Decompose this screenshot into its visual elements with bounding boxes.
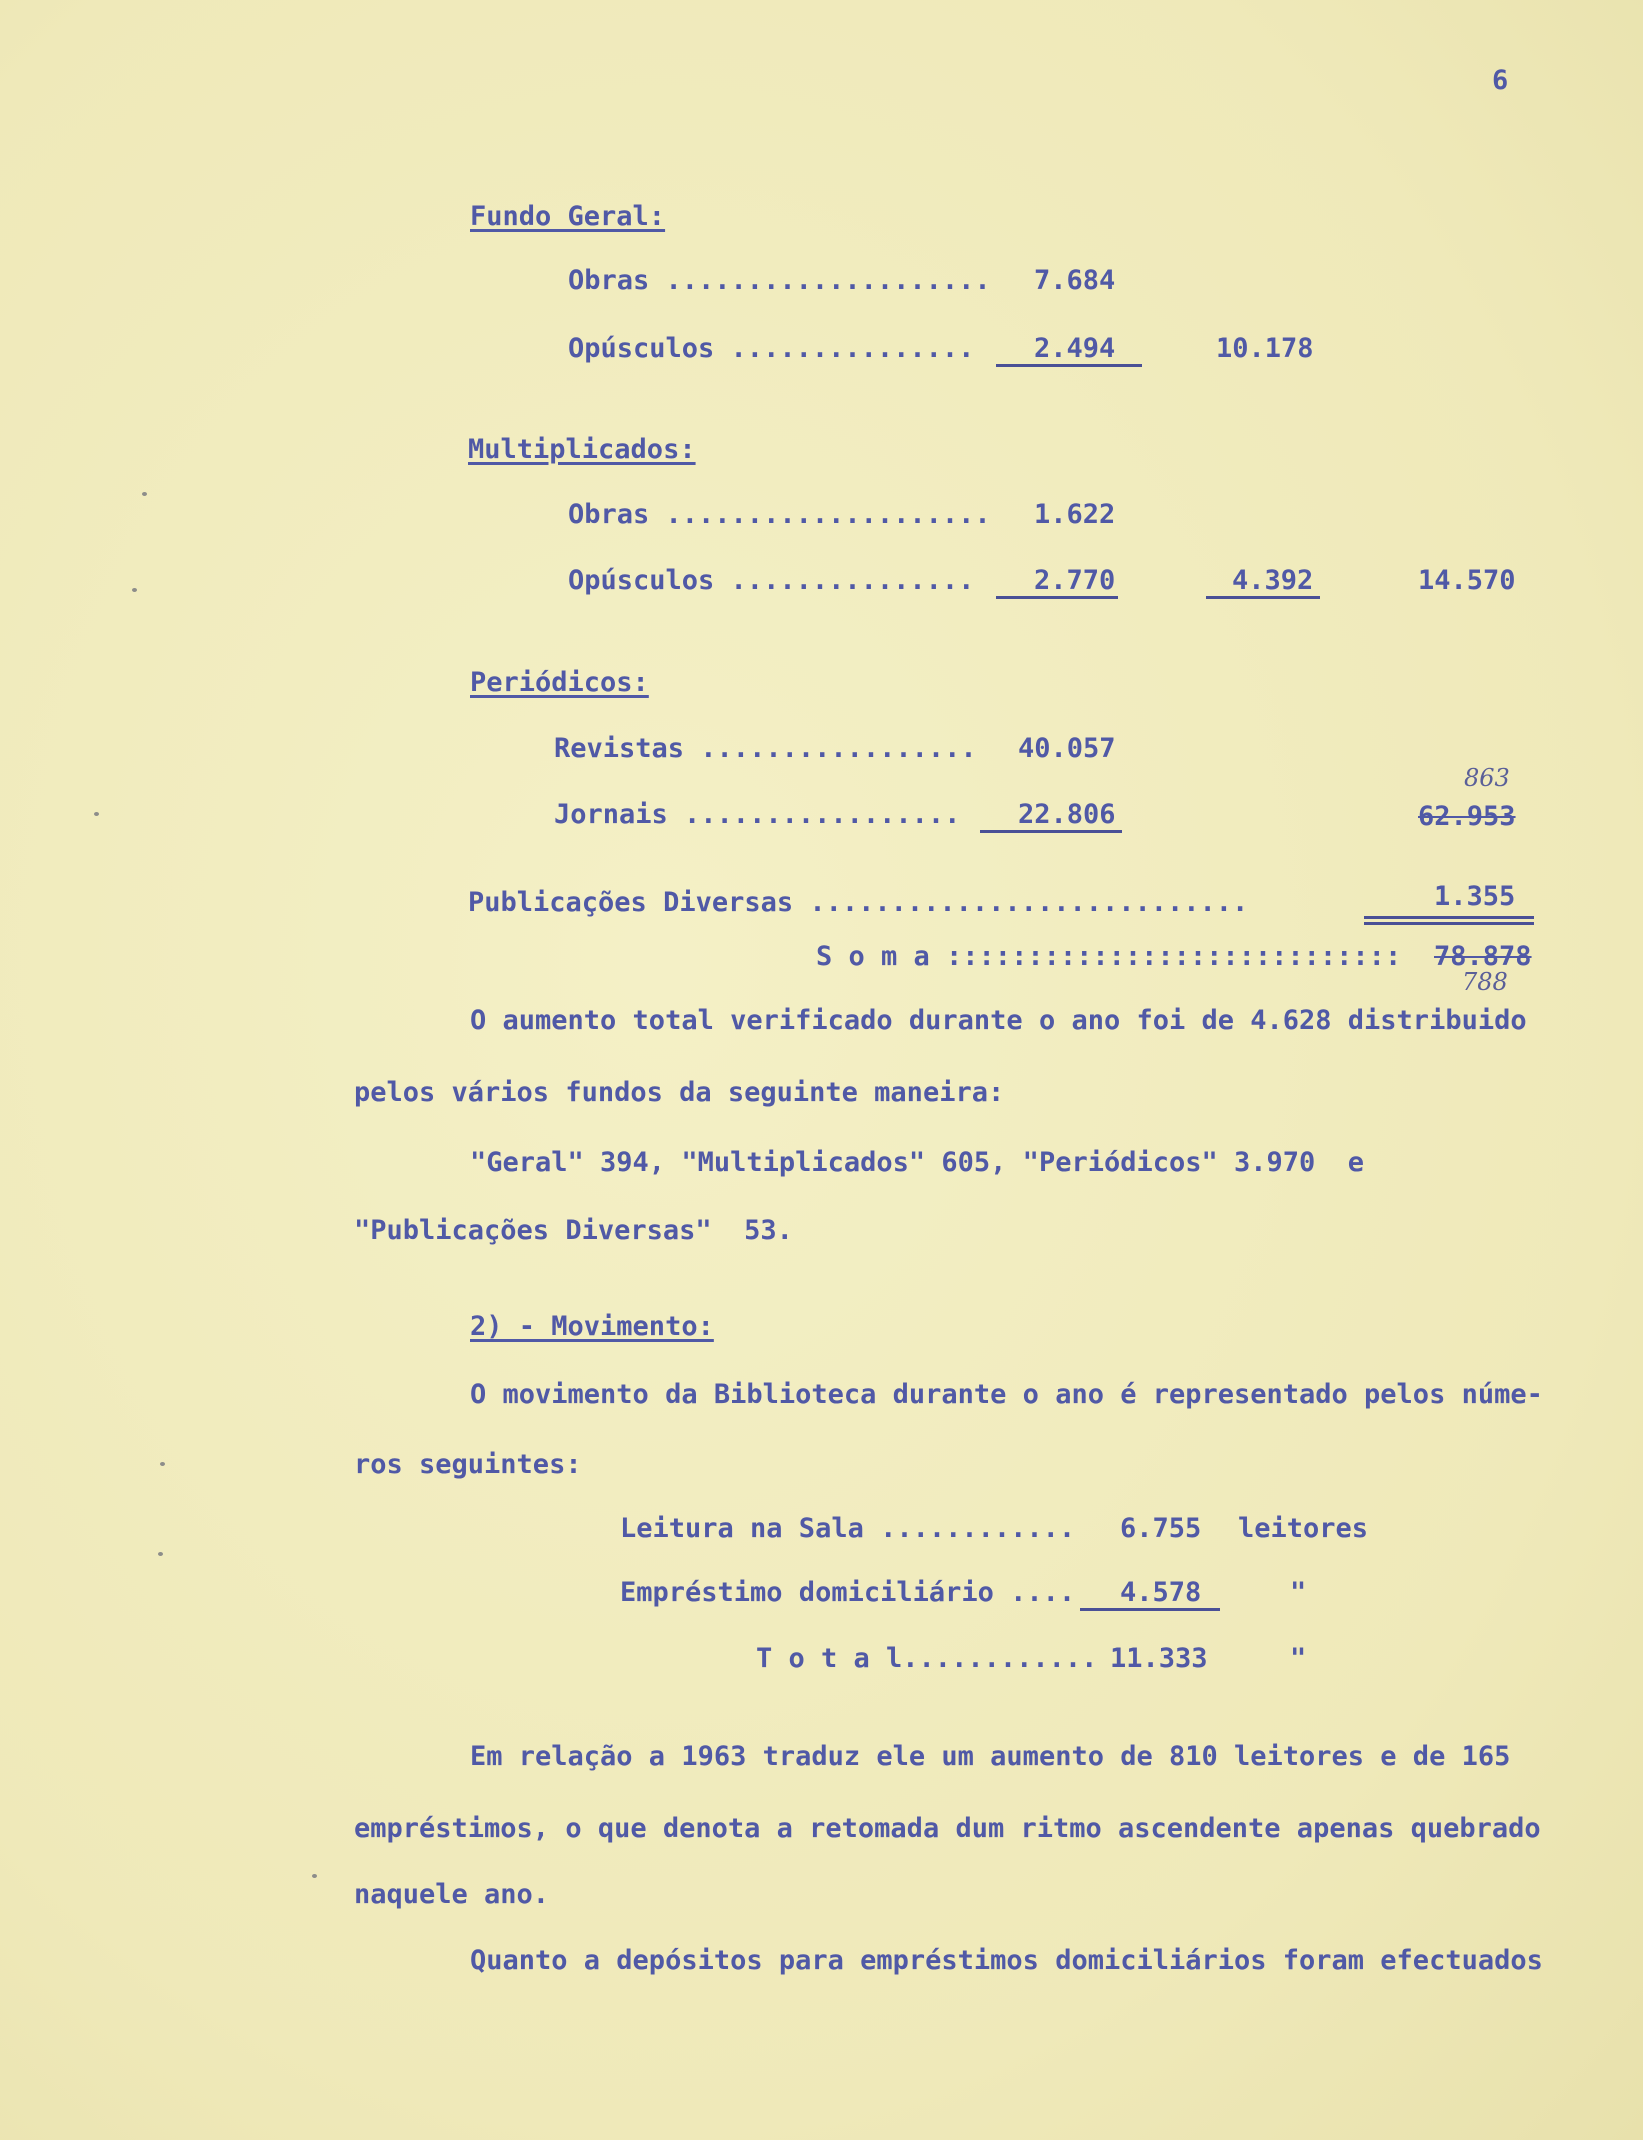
fundo-geral-obras-value: 7.684 xyxy=(1034,265,1116,296)
soma-label: S o m a :::::::::::::::::::::::::::: xyxy=(816,941,1402,972)
publicacoes-diversas-label: Publicações Diversas ........................... xyxy=(468,887,1249,918)
total-label: T o t a l............ xyxy=(756,1643,1098,1674)
periodicos-jornais-value: 22.806 xyxy=(1018,799,1116,830)
periodicos-total: 62.953 xyxy=(1418,801,1516,832)
fundo-geral-opusculos-value: 2.494 xyxy=(1034,333,1116,364)
paragraph-line: "Geral" 394, "Multiplicados" 605, "Periódicos" 3.970 e xyxy=(470,1147,1365,1178)
emprestimo-unit: " xyxy=(1290,1577,1307,1608)
underline-rule xyxy=(980,830,1122,833)
paper-speck xyxy=(142,492,147,496)
paper-speck xyxy=(312,1874,317,1878)
paragraph-line: pelos vários fundos da seguinte maneira: xyxy=(354,1077,1005,1108)
page-number: 6 xyxy=(1492,65,1509,96)
periodicos-revistas-label: Revistas ................. xyxy=(554,733,977,764)
periodicos-jornais-label: Jornais ................. xyxy=(554,799,961,830)
paper-speck xyxy=(160,1462,165,1466)
heading-fundo-geral: Fundo Geral: xyxy=(470,201,666,232)
paper-speck xyxy=(132,588,137,592)
emprestimo-label: Empréstimo domiciliário .... xyxy=(620,1577,1076,1608)
handwritten-correction: 788 xyxy=(1462,968,1508,996)
heading-movimento: 2) - Movimento: xyxy=(470,1311,714,1342)
multiplicados-obras-value: 1.622 xyxy=(1034,499,1116,530)
paragraph-line: empréstimos, o que denota a retomada dum ritmo ascendente apenas quebrado xyxy=(354,1813,1541,1844)
underline-rule xyxy=(1080,1608,1220,1611)
paragraph-line: ros seguintes: xyxy=(354,1449,582,1480)
heading-periodicos: Periódicos: xyxy=(470,667,649,698)
soma-value: 78.878 xyxy=(1434,941,1532,972)
underline-rule xyxy=(1206,596,1320,599)
publicacoes-diversas-value: 1.355 xyxy=(1434,881,1516,912)
multiplicados-subtotal: 4.392 xyxy=(1232,565,1314,596)
paragraph-line: O movimento da Biblioteca durante o ano é representado pelos núme- xyxy=(470,1379,1543,1410)
total-unit: " xyxy=(1290,1643,1307,1674)
multiplicados-obras-label: Obras .................... xyxy=(568,499,991,530)
fundo-geral-subtotal: 10.178 xyxy=(1216,333,1314,364)
paper-speck xyxy=(94,812,99,816)
leitura-unit: leitores xyxy=(1238,1513,1369,1544)
handwritten-correction: 863 xyxy=(1464,764,1510,792)
paragraph-line: O aumento total verificado durante o ano foi de 4.628 distribuido xyxy=(470,1005,1527,1036)
heading-multiplicados: Multiplicados: xyxy=(468,434,696,465)
underline-rule xyxy=(996,364,1142,367)
double-rule xyxy=(1364,922,1534,925)
double-rule xyxy=(1364,916,1534,919)
fundo-geral-opusculos-label: Opúsculos ............... xyxy=(568,333,975,364)
fundo-geral-obras-label: Obras .................... xyxy=(568,265,991,296)
leitura-label: Leitura na Sala ............ xyxy=(620,1513,1076,1544)
paragraph-line: Quanto a depósitos para empréstimos domiciliários foram efectuados xyxy=(470,1945,1543,1976)
paragraph-line: Em relação a 1963 traduz ele um aumento de 810 leitores e de 165 xyxy=(470,1741,1511,1772)
paper-speck xyxy=(158,1552,163,1556)
leitura-value: 6.755 xyxy=(1120,1513,1202,1544)
total-value: 11.333 xyxy=(1110,1643,1208,1674)
multiplicados-opusculos-value: 2.770 xyxy=(1034,565,1116,596)
multiplicados-opusculos-label: Opúsculos ............... xyxy=(568,565,975,596)
paragraph-line: "Publicações Diversas" 53. xyxy=(354,1215,793,1246)
periodicos-revistas-value: 40.057 xyxy=(1018,733,1116,764)
paragraph-line: naquele ano. xyxy=(354,1879,550,1910)
emprestimo-value: 4.578 xyxy=(1120,1577,1202,1608)
multiplicados-group-total: 14.570 xyxy=(1418,565,1516,596)
underline-rule xyxy=(996,596,1118,599)
